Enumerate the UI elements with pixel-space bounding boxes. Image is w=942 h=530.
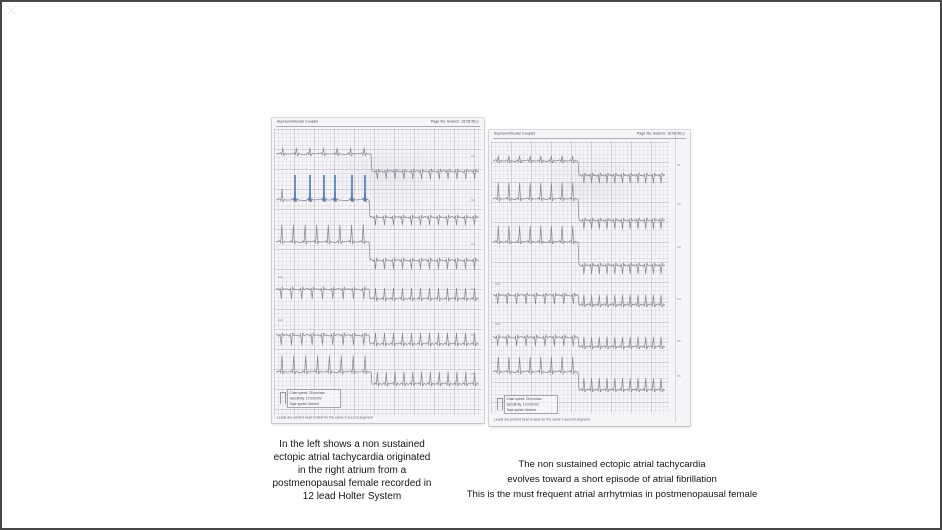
svg-text:V3: V3 <box>471 242 475 246</box>
ecg-settings-box <box>287 389 341 408</box>
caption-line: 12 lead Holter System <box>302 491 402 502</box>
caption-line: In the left shows a non sustained <box>279 439 425 450</box>
ecg-header-title: Supraventricular Couplet <box>494 132 535 136</box>
svg-text:V6: V6 <box>677 374 681 378</box>
svg-text:V3: V3 <box>677 245 681 249</box>
caption-line: The non sustained ectopic atrial tachycardia <box>518 459 706 470</box>
ecg-header-title: Supraventricular Couplet <box>277 120 318 124</box>
svg-text:V6: V6 <box>471 372 475 376</box>
ecg-settings-box <box>504 395 558 414</box>
svg-text:V5: V5 <box>471 333 475 337</box>
ecg-header-meta: Page No: Branch: 16:08:56 p <box>431 120 479 124</box>
ecg-settings-lines <box>288 390 341 408</box>
svg-text:V4: V4 <box>677 297 681 301</box>
ecg-footer-note: Leads are printed beat to beat for the same 9 second segment <box>277 416 373 420</box>
svg-text:V2: V2 <box>677 202 681 206</box>
settings-line: Tape speed: Normal <box>506 408 536 412</box>
ecg-figure-right <box>489 130 690 426</box>
ecg-header-rule <box>493 138 686 139</box>
settings-line: Tape speed: Normal <box>289 402 319 406</box>
ecg-header-meta: Page No: Branch: 16:08:56 p <box>637 132 685 136</box>
calibration-pulse-icon <box>280 392 286 404</box>
caption-line: postmenopausal female recorded in <box>272 478 432 489</box>
caption-line: ectopic atrial tachycardia originated <box>273 452 431 463</box>
svg-text:aVF: aVF <box>278 318 284 322</box>
svg-text:V4: V4 <box>471 287 475 291</box>
ecg-trace-svg <box>489 130 690 426</box>
svg-text:V1: V1 <box>471 154 475 158</box>
placeholder-x-icon <box>5 5 17 17</box>
svg-text:V1: V1 <box>677 163 681 167</box>
caption-line: This is the must frequent atrial arrhytmias in postmenopausal female <box>466 489 758 500</box>
caption-right <box>445 457 779 502</box>
paper-crease <box>675 134 676 422</box>
ecg-header-rule <box>276 126 480 127</box>
settings-line: Chart speed: 25 mm/sec <box>289 391 325 395</box>
caption-line: evolves toward a short episode of atrial fibrillation <box>507 474 717 485</box>
svg-text:aVF: aVF <box>495 322 501 326</box>
settings-line: Sensitivity: 10 mm/mV <box>289 397 322 401</box>
ecg-trace-svg <box>272 118 484 423</box>
ecg-settings-lines <box>505 396 558 414</box>
svg-text:V2: V2 <box>471 198 475 202</box>
svg-text:V5: V5 <box>677 339 681 343</box>
svg-text:aVL: aVL <box>495 282 501 286</box>
ecg-figure-left <box>272 118 484 423</box>
settings-line: Chart speed: 25 mm/sec <box>506 397 542 401</box>
caption-left <box>237 438 467 503</box>
settings-line: Sensitivity: 10 mm/mV <box>506 403 539 407</box>
caption-line: in the right atrium from a <box>297 465 407 476</box>
svg-text:aVL: aVL <box>278 275 284 279</box>
calibration-pulse-icon <box>497 398 503 410</box>
ecg-footer-note: Leads are printed beat to beat for the same 9 second segment <box>494 418 590 422</box>
